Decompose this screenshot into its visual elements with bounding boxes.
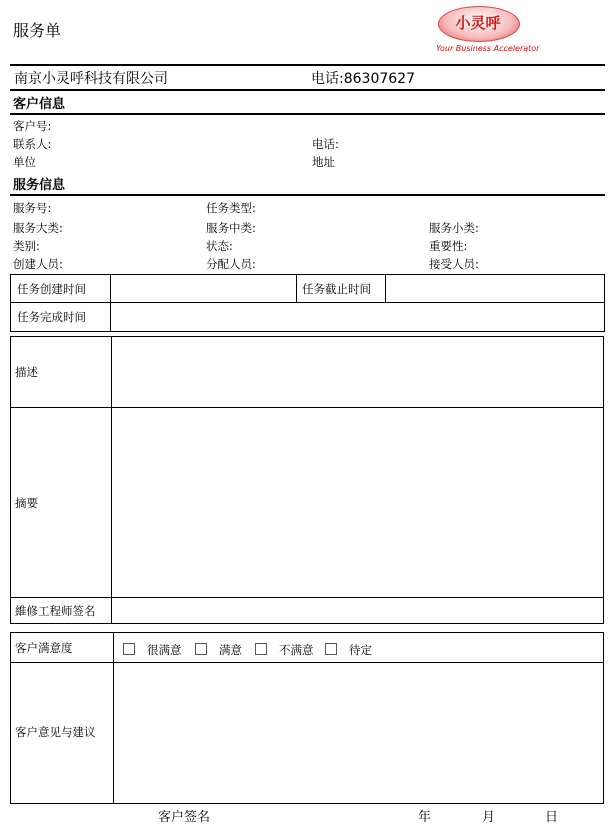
importance-label: 重要性:: [429, 239, 468, 253]
status-label: 状态:: [206, 239, 233, 253]
checkbox-icon[interactable]: [325, 643, 337, 655]
category-major-label: 服务大类:: [13, 221, 63, 235]
customer-info-heading: 客户信息: [13, 97, 66, 112]
category-mid-label: 服务中类:: [206, 221, 256, 235]
checkbox-icon[interactable]: [195, 643, 207, 655]
month-label: 月: [482, 810, 496, 825]
divider: [10, 64, 605, 66]
day-label: 日: [545, 810, 559, 825]
divider: [10, 194, 605, 196]
option-dissatisfied[interactable]: 不满意: [255, 642, 314, 658]
service-no-label: 服务号:: [13, 201, 52, 215]
kind-label: 类别:: [13, 239, 40, 253]
description-label: 描述: [15, 365, 38, 379]
option-very-satisfied[interactable]: 很满意: [123, 642, 182, 658]
divider: [110, 274, 111, 331]
checkbox-icon[interactable]: [123, 643, 135, 655]
logo-tagline: Your Business Accelerator: [436, 44, 540, 53]
address-label: 地址: [312, 155, 335, 169]
creator-label: 创建人员:: [13, 257, 63, 271]
service-info-heading: 服务信息: [13, 178, 66, 193]
completed-time-label: 任务完成时间: [17, 310, 86, 324]
divider: [113, 632, 114, 803]
assignee-label: 分配人员:: [206, 257, 256, 271]
opinion-label: 客户意见与建议: [15, 725, 96, 739]
year-label: 年: [418, 810, 432, 825]
contact-label: 联系人:: [13, 137, 52, 151]
checkbox-icon[interactable]: [255, 643, 267, 655]
task-type-label: 任务类型:: [206, 201, 256, 215]
divider: [296, 274, 297, 302]
form-title: 服务单: [13, 21, 62, 40]
satisfaction-label: 客户满意度: [15, 641, 73, 655]
summary-label: 摘要: [15, 496, 38, 510]
detail-table: [10, 336, 604, 624]
phone-label: 电话:: [312, 137, 339, 151]
divider: [111, 336, 112, 623]
receiver-label: 接受人员:: [429, 257, 479, 271]
divider: [10, 113, 605, 115]
divider: [10, 597, 604, 598]
customer-signature-label: 客户签名: [158, 810, 211, 825]
customer-no-label: 客户号:: [13, 119, 52, 133]
company-logo: [436, 6, 540, 58]
divider: [385, 274, 386, 302]
divider: [10, 407, 604, 408]
divider: [10, 89, 605, 91]
company-phone: 电话:86307627: [311, 71, 415, 87]
engineer-signature-label: 維修工程师签名: [15, 604, 96, 618]
created-time-label: 任务创建时间: [17, 282, 86, 296]
category-minor-label: 服务小类:: [429, 221, 479, 235]
option-pending[interactable]: 待定: [325, 642, 372, 658]
deadline-time-label: 任务截止时间: [302, 282, 371, 296]
unit-label: 单位: [13, 155, 36, 169]
option-satisfied[interactable]: 满意: [195, 642, 242, 658]
company-name: 南京小灵呼科技有限公司: [14, 71, 168, 87]
divider: [10, 662, 604, 663]
divider: [10, 302, 605, 303]
logo-text: 小灵呼: [455, 14, 501, 32]
